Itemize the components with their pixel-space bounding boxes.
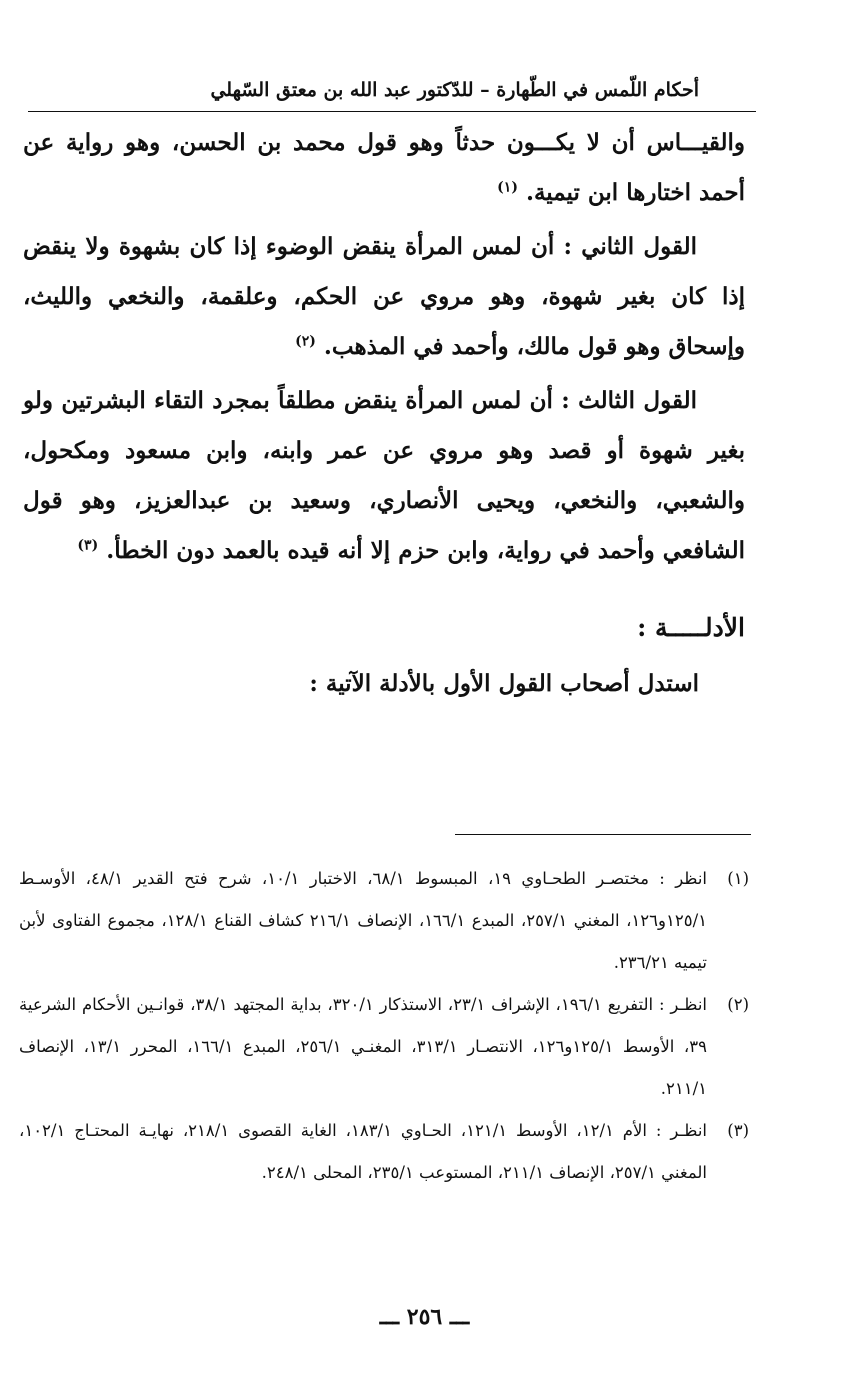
footnote-text: انظـر : التفريع ١٩٦/١، الإشراف ٢٣/١، الاستذكار ٣٢٠/١، بداية المجتهد ٣٨/١، قوانـين الأحكام الشرعية ٣٩، الأوسط ١٢٥/١و١٢٦، الانتصـار ٣١٣/١، المغنـي ٢٥٦/١، المبدع ١٦٦/١، المحرر ١٣/١، الإنصاف ٢١١/١. xyxy=(19,995,707,1098)
section-intro: استدل أصحاب القول الأول بالأدلة الآتية : xyxy=(309,670,699,697)
footnote-ref-2[interactable]: (٢) xyxy=(295,333,316,350)
paragraph-2 xyxy=(23,222,745,372)
running-header: أحكام اللّمس في الطّهارة – للدّكتور عبد الله بن معتق السّهلي xyxy=(210,79,699,101)
footnote-2 xyxy=(19,984,749,1110)
footnote-rule xyxy=(455,834,751,835)
body-text xyxy=(23,118,745,580)
header-rule xyxy=(28,111,756,112)
footnote-number: (٣) xyxy=(727,1121,749,1140)
section-heading: الأدلـــــة : xyxy=(637,613,745,642)
paragraph-3-text: القول الثالث : أن لمس المرأة ينقض مطلقاً بمجرد التقاء البشرتين ولو بغير شهوة أو قصد وهو مروي عن عمر وابنه، وابن مسعود ومكحول، والشعبي، والنخعي، ويحيى الأنصاري، وسعيد بن عبدالعزيز، وهو قول الشافعي وأحمد في رواية، وابن حزم إلا أنه قيده بالعمد دون الخطأ. xyxy=(23,387,745,564)
footnote-number: (١) xyxy=(727,869,749,888)
footnotes xyxy=(19,858,749,1194)
page-number: ـــ ٢٥٦ ـــ xyxy=(379,1304,470,1330)
footnote-text: انظر : مختصـر الطحـاوي ١٩، المبسوط ٦٨/١، الاختبار ١٠/١، شرح فتح القدير ٤٨/١، الأوسـط ١٢٥/١و١٢٦، المغني ٢٥٧/١، المبدع ١٦٦/١، الإنصاف ٢١٦/١ كشاف القناع ١٢٨/١، مجموع الفتاوى لأبن تيميه ٢٣٦/٢١. xyxy=(19,869,708,972)
footnote-1 xyxy=(19,858,749,984)
footnote-number: (٢) xyxy=(727,995,749,1014)
paragraph-2-text: القول الثاني : أن لمس المرأة ينقض الوضوء إذا كان بشهوة ولا ينقض إذا كان بغير شهوة، وهو مروي عن الحكم، وعلقمة، والنخعي والليث، وإسحاق وهو قول مالك، وأحمد في المذهب. xyxy=(23,233,745,360)
footnote-ref-3[interactable]: (٣) xyxy=(77,537,99,554)
paragraph-1 xyxy=(23,118,745,218)
paragraph-3 xyxy=(23,376,745,576)
footnote-3 xyxy=(19,1110,749,1194)
footnote-text: انظـر : الأم ١٢/١، الأوسط ١٢١/١، الحـاوي ١٨٣/١، الغاية القصوى ٢١٨/١، نهايـة المحتـاج ١٠٢/١، المغني ٢٥٧/١، الإنصاف ٢١١/١، المستوعب ٢٣٥/١، المحلى ٢٤٨/١. xyxy=(19,1121,707,1182)
footnote-ref-1[interactable]: (١) xyxy=(497,179,518,196)
paragraph-1-text: والقيـــاس أن لا يكـــون حدثاً وهو قول محمد بن الحسن، وهو رواية عن أحمد اختارها ابن تيمية. xyxy=(23,129,745,206)
